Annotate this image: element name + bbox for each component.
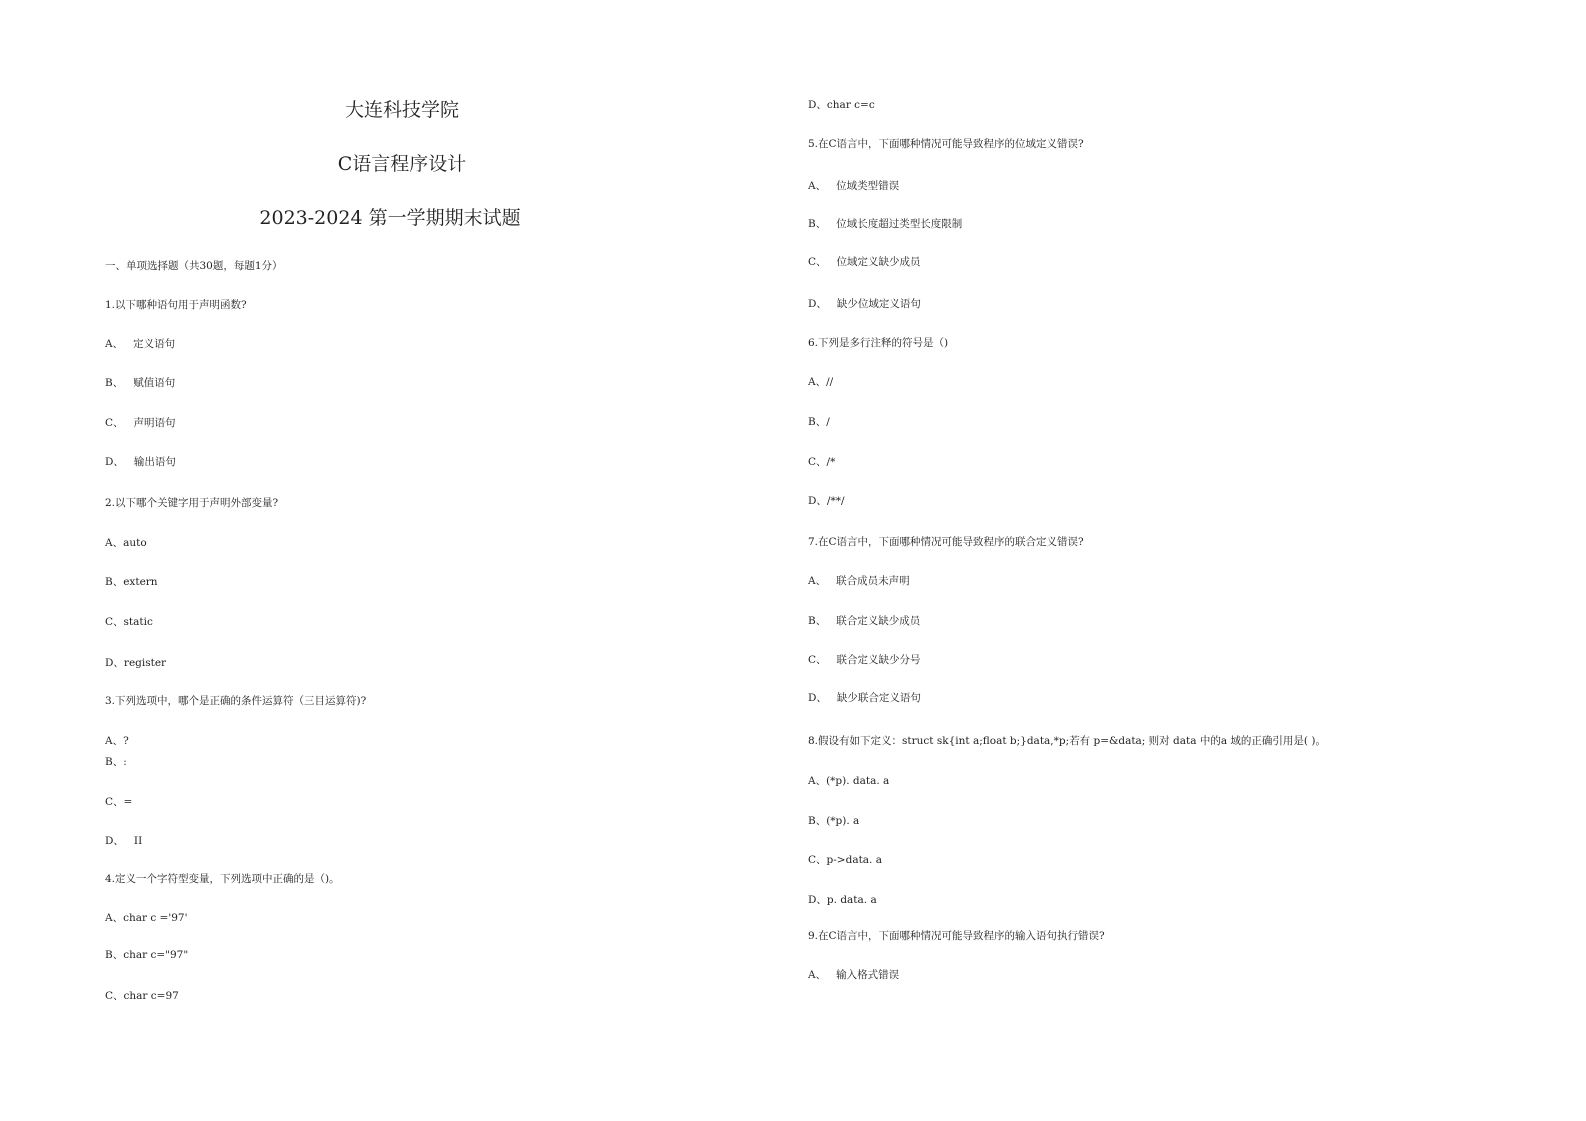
option-2c: C、static: [105, 616, 153, 628]
option-7b: B、 联合定义缺少成员: [808, 615, 921, 627]
option-4a: A、char c ='97': [105, 912, 188, 924]
option-5d: D、 缺少位域定义语句: [808, 298, 921, 310]
option-4d: D、char c=c: [808, 99, 875, 111]
option-3d: D、 II: [105, 835, 143, 847]
question-4: 4.定义一个字符型变量，下列选项中正确的是（)。: [105, 873, 340, 885]
question-7: 7.在C语言中，下面哪种情况可能导致程序的联合定义错误?: [808, 536, 1084, 548]
term-title: 2023-2024 第一学期期末试题: [259, 207, 521, 229]
option-7c: C、 联合定义缺少分号: [808, 654, 921, 666]
option-6c: C、/*: [808, 456, 836, 468]
option-3b: B、:: [105, 756, 127, 768]
option-6d: D、/**/: [808, 495, 845, 507]
option-3c: C、=: [105, 796, 133, 808]
question-8: 8.假设有如下定义：struct sk{int a;float b;}data,*p;若有 p=&data; 则对 data 中的a 域的正确引用是( )。: [808, 735, 1326, 747]
option-6b: B、/: [808, 416, 830, 428]
option-3a: A、?: [105, 735, 129, 747]
course-title: C语言程序设计: [337, 153, 467, 175]
question-5: 5.在C语言中，下面哪种情况可能导致程序的位域定义错误?: [808, 138, 1084, 150]
option-2b: B、extern: [105, 576, 158, 588]
option-1a: A、 定义语句: [105, 338, 176, 350]
question-1: 1.以下哪种语句用于声明函数?: [105, 299, 247, 311]
option-8a: A、(*p). data. a: [808, 775, 890, 787]
option-4b: B、char c="97": [105, 949, 189, 961]
option-2a: A、auto: [105, 537, 147, 549]
option-6a: A、//: [808, 376, 834, 388]
option-7d: D、 缺少联合定义语句: [808, 692, 921, 704]
question-9: 9.在C语言中，下面哪种情况可能导致程序的输入语句执行错误?: [808, 930, 1105, 942]
option-2d: D、register: [105, 657, 167, 669]
option-8d: D、p. data. a: [808, 894, 877, 906]
school-title: 大连科技学院: [344, 99, 459, 121]
option-4c: C、char c=97: [105, 990, 179, 1002]
section-heading: 一、单项选择题（共30题，每题1分）: [105, 260, 283, 272]
question-6: 6.下列是多行注释的符号是（): [808, 337, 949, 349]
option-9a: A、 输入格式错误: [808, 969, 900, 981]
question-2: 2.以下哪个关键字用于声明外部变量?: [105, 497, 279, 509]
option-5c: C、 位域定义缺少成员: [808, 256, 921, 268]
option-7a: A、 联合成员未声明: [808, 575, 910, 587]
option-1b: B、 赋值语句: [105, 377, 176, 389]
option-5a: A、 位域类型错误: [808, 180, 900, 192]
option-8b: B、(*p). a: [808, 815, 860, 827]
option-1c: C、 声明语句: [105, 417, 176, 429]
question-3: 3.下列选项中，哪个是正确的条件运算符（三目运算符)?: [105, 695, 367, 707]
option-1d: D、 输出语句: [105, 456, 176, 468]
option-8c: C、p->data. a: [808, 854, 882, 866]
option-5b: B、 位域长度超过类型长度限制: [808, 218, 963, 230]
